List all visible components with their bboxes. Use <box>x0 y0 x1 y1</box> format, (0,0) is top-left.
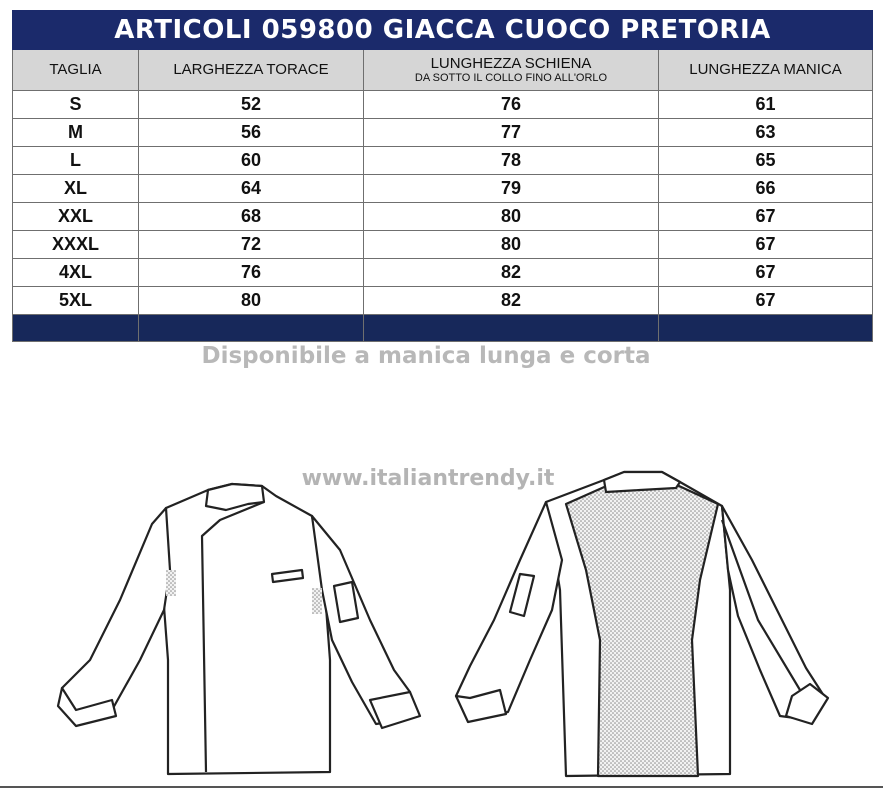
jacket-front-view <box>58 484 420 774</box>
table-row <box>13 147 873 175</box>
cell-back: 79 <box>364 175 659 203</box>
cell-sleeve: 66 <box>659 175 873 203</box>
cell-size: XL <box>13 175 139 203</box>
cell-sleeve: 63 <box>659 119 873 147</box>
cell-sleeve: 67 <box>659 259 873 287</box>
cell-chest: 76 <box>139 259 364 287</box>
table-title: ARTICOLI 059800 GIACCA CUOCO PRETORIA <box>13 11 873 50</box>
jacket-back-view <box>456 472 828 776</box>
cell-back: 78 <box>364 147 659 175</box>
header-size <box>13 50 139 91</box>
cell-chest: 72 <box>139 231 364 259</box>
header-sleeve-length-label: LUNGHEZZA MANICA <box>689 61 842 78</box>
header-back-length <box>364 50 659 91</box>
back-collar <box>604 472 680 492</box>
cell-back: 80 <box>364 203 659 231</box>
header-chest-width <box>139 50 364 91</box>
cell-size: XXXL <box>13 231 139 259</box>
cell-sleeve: 67 <box>659 203 873 231</box>
cell-back: 77 <box>364 119 659 147</box>
header-size-label: TAGLIA <box>49 61 102 78</box>
header-sleeve-length <box>659 50 873 91</box>
footer-cell <box>139 315 364 342</box>
availability-note: Disponibile a manica lunga e corta <box>201 343 651 369</box>
cell-size: M <box>13 119 139 147</box>
front-side-mesh <box>166 570 176 596</box>
front-left-sleeve <box>62 508 170 720</box>
table-row <box>13 91 873 119</box>
cell-chest: 80 <box>139 287 364 315</box>
cell-chest: 64 <box>139 175 364 203</box>
cell-sleeve: 61 <box>659 91 873 119</box>
cell-size: L <box>13 147 139 175</box>
table-row <box>13 259 873 287</box>
cell-size: XXL <box>13 203 139 231</box>
cell-size: S <box>13 91 139 119</box>
footer-cell <box>13 315 139 342</box>
back-left-sleeve <box>456 502 562 720</box>
table-footer-bar <box>13 315 873 342</box>
bottom-divider <box>0 786 883 788</box>
table-row <box>13 231 873 259</box>
cell-size: 5XL <box>13 287 139 315</box>
table-row <box>13 119 873 147</box>
table-row <box>13 203 873 231</box>
cell-sleeve: 65 <box>659 147 873 175</box>
cell-sleeve: 67 <box>659 287 873 315</box>
cell-chest: 52 <box>139 91 364 119</box>
footer-cell <box>364 315 659 342</box>
cell-back: 76 <box>364 91 659 119</box>
cell-back: 80 <box>364 231 659 259</box>
cell-sleeve: 67 <box>659 231 873 259</box>
header-back-length-sub: DA SOTTO IL COLLO FINO ALL'ORLO <box>414 71 608 84</box>
header-back-length-label: LUNGHEZZA SCHIENA <box>430 54 592 72</box>
footer-cell <box>659 315 873 342</box>
cell-chest: 68 <box>139 203 364 231</box>
cell-size: 4XL <box>13 259 139 287</box>
front-body <box>162 484 330 774</box>
table-row <box>13 175 873 203</box>
size-table <box>12 10 873 342</box>
cell-back: 82 <box>364 259 659 287</box>
cell-back: 82 <box>364 287 659 315</box>
front-side-mesh-right <box>312 588 322 614</box>
website-watermark: www.italiantrendy.it <box>301 466 555 491</box>
header-chest-width-label: LARGHEZZA TORACE <box>173 61 329 78</box>
table-row <box>13 287 873 315</box>
cell-chest: 60 <box>139 147 364 175</box>
cell-chest: 56 <box>139 119 364 147</box>
